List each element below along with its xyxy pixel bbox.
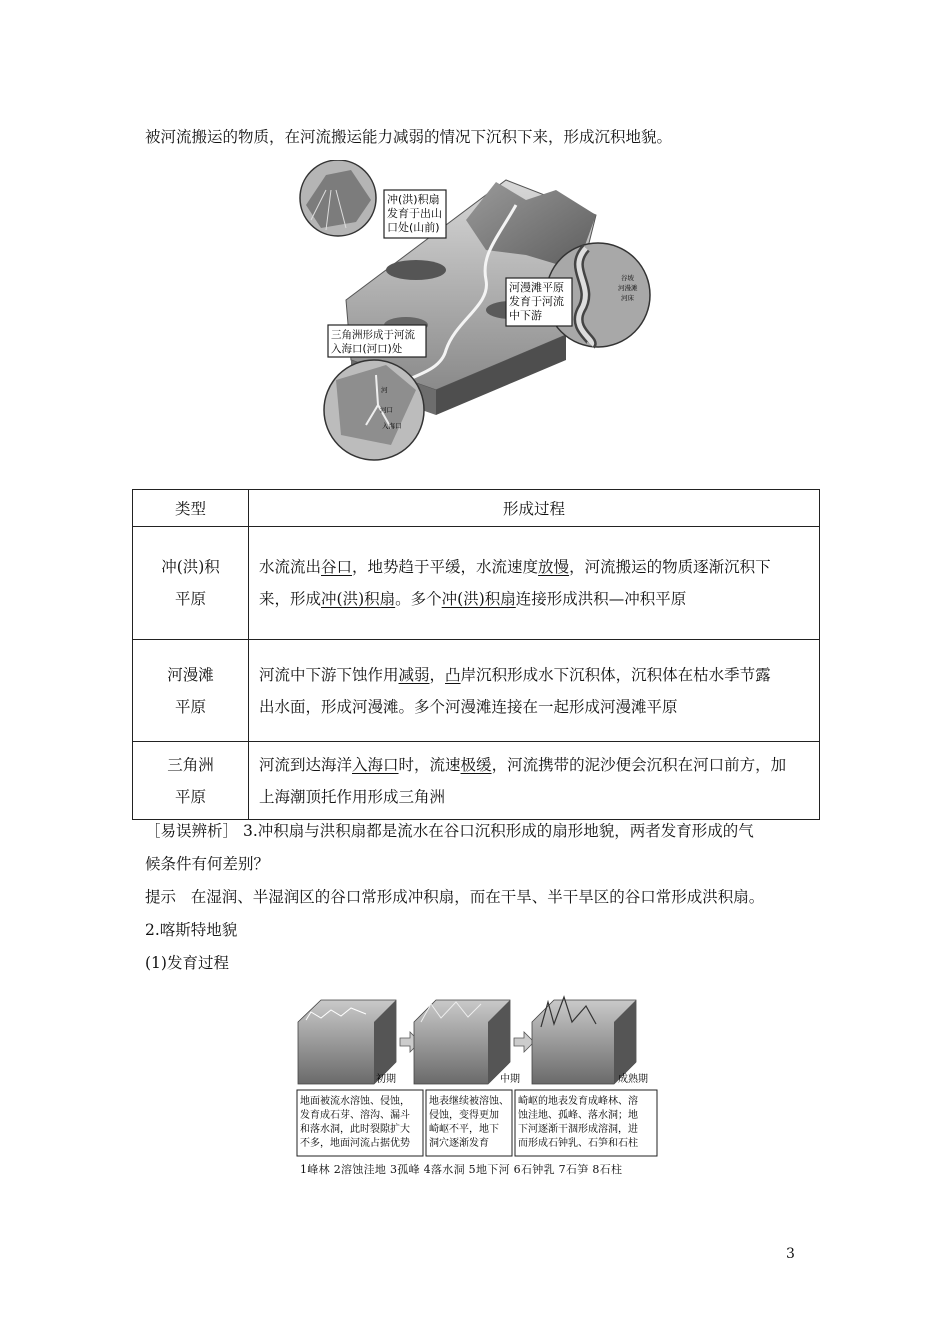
inset-label-valley-slope: 谷坡 bbox=[621, 274, 634, 282]
box2-line2: 侵蚀，变得更加 bbox=[429, 1110, 499, 1121]
process-cell: 水流流出谷口，地势趋于平缓，水流速度放慢，河流搬运的物质逐渐沉积下 来，形成冲(洪)积扇。多个冲(洪)积扇连接形成洪积—冲积平原 bbox=[249, 527, 820, 640]
fan-label-line2: 发育于出山 bbox=[387, 207, 442, 220]
floodplain-label-line1: 河漫滩平原 bbox=[509, 281, 564, 294]
process-cell: 河流中下游下蚀作用减弱，凸岸沉积形成水下沉积体，沉积体在枯水季节露 出水面，形成河漫滩。多个河漫滩连接在一起形成河漫滩平原 bbox=[249, 640, 820, 742]
type-cell: 三角洲 平原 bbox=[133, 742, 249, 820]
mistake-tag: ［易误辨析］ bbox=[145, 822, 239, 840]
delta-inset-estuary: 入海口 bbox=[382, 422, 402, 430]
table-row bbox=[133, 742, 820, 820]
header-process: 形成过程 bbox=[249, 490, 820, 527]
process-cell: 河流到达海洋入海口时，流速极缓，河流携带的泥沙便会沉积在河口前方，加 上海潮顶托作用形成三角洲 bbox=[249, 742, 820, 820]
box1-line4: 不多，地面河流占据优势 bbox=[300, 1138, 410, 1149]
box1-line2: 发育成石芽、溶沟、漏斗 bbox=[300, 1110, 410, 1121]
box3-line3: 下河逐渐干涸形成溶洞，进 bbox=[518, 1124, 638, 1135]
karst-development-figure bbox=[296, 992, 658, 1157]
landform-table bbox=[132, 489, 820, 820]
question-line2: 候条件有何差别？ bbox=[145, 855, 270, 873]
box3-line1: 崎岖的地表发育成峰林、溶 bbox=[518, 1096, 638, 1107]
type-cell: 河漫滩 平原 bbox=[133, 640, 249, 742]
delta-label-line1: 三角洲形成于河流 bbox=[331, 329, 415, 341]
box3-line2: 蚀洼地、孤峰、落水洞；地 bbox=[518, 1110, 638, 1121]
header-type: 类型 bbox=[133, 490, 249, 527]
intro-paragraph: 被河流搬运的物质，在河流搬运能力减弱的情况下沉积下来，形成沉积地貌。 bbox=[145, 128, 673, 146]
stage-label-mature: 成熟期 bbox=[618, 1074, 648, 1085]
inset-label-riverbed: 河床 bbox=[621, 294, 634, 302]
box2-line4: 洞穴逐渐发育 bbox=[429, 1138, 489, 1149]
delta-label-line2: 入海口(河口)处 bbox=[331, 343, 403, 355]
delta-inset-river: 河 bbox=[381, 386, 388, 394]
hint-label: 提示 bbox=[145, 888, 177, 906]
page-number: 3 bbox=[786, 1246, 795, 1262]
box1-line1: 地面被流水溶蚀、侵蚀， bbox=[300, 1096, 410, 1107]
section-heading-karst: 2.喀斯特地貌 bbox=[145, 921, 238, 939]
depositional-landforms-figure bbox=[296, 160, 656, 465]
fan-label-line1: 冲(洪)积扇 bbox=[387, 193, 440, 206]
box2-line1: 地表继续被溶蚀、 bbox=[429, 1096, 509, 1107]
table-row bbox=[133, 527, 820, 640]
floodplain-label-line2: 发育于河流 bbox=[509, 295, 564, 308]
box2-line3: 崎岖不平，地下 bbox=[429, 1124, 499, 1135]
box1-line3: 和落水洞，此时裂隙扩大 bbox=[300, 1124, 410, 1135]
stage-label-middle: 中期 bbox=[500, 1074, 520, 1085]
fan-label-line3: 口处(山前) bbox=[387, 221, 440, 234]
delta-inset-mouth: 河口 bbox=[380, 406, 393, 414]
stage-label-early: 初期 bbox=[376, 1074, 396, 1085]
box3-line4: 而形成石钟乳、石笋和石柱 bbox=[518, 1138, 638, 1149]
subheading-development: (1)发育过程 bbox=[145, 954, 229, 972]
question-line1: ［易误辨析］ 3.冲积扇与洪积扇都是流水在谷口沉积形成的扇形地貌，两者发育形成的气 bbox=[145, 822, 754, 840]
table-row bbox=[133, 640, 820, 742]
floodplain-label-line3: 中下游 bbox=[509, 309, 542, 322]
inset-label-floodplain: 河漫滩 bbox=[618, 284, 638, 292]
karst-legend: 1峰林 2溶蚀洼地 3孤峰 4落水洞 5地下河 6石钟乳 7石笋 8石柱 bbox=[300, 1163, 623, 1176]
table-header-row bbox=[133, 490, 820, 527]
type-cell: 冲(洪)积 平原 bbox=[133, 527, 249, 640]
hint-paragraph: 提示 在湿润、半湿润区的谷口常形成冲积扇，而在干旱、半干旱区的谷口常形成洪积扇。 bbox=[145, 888, 765, 906]
